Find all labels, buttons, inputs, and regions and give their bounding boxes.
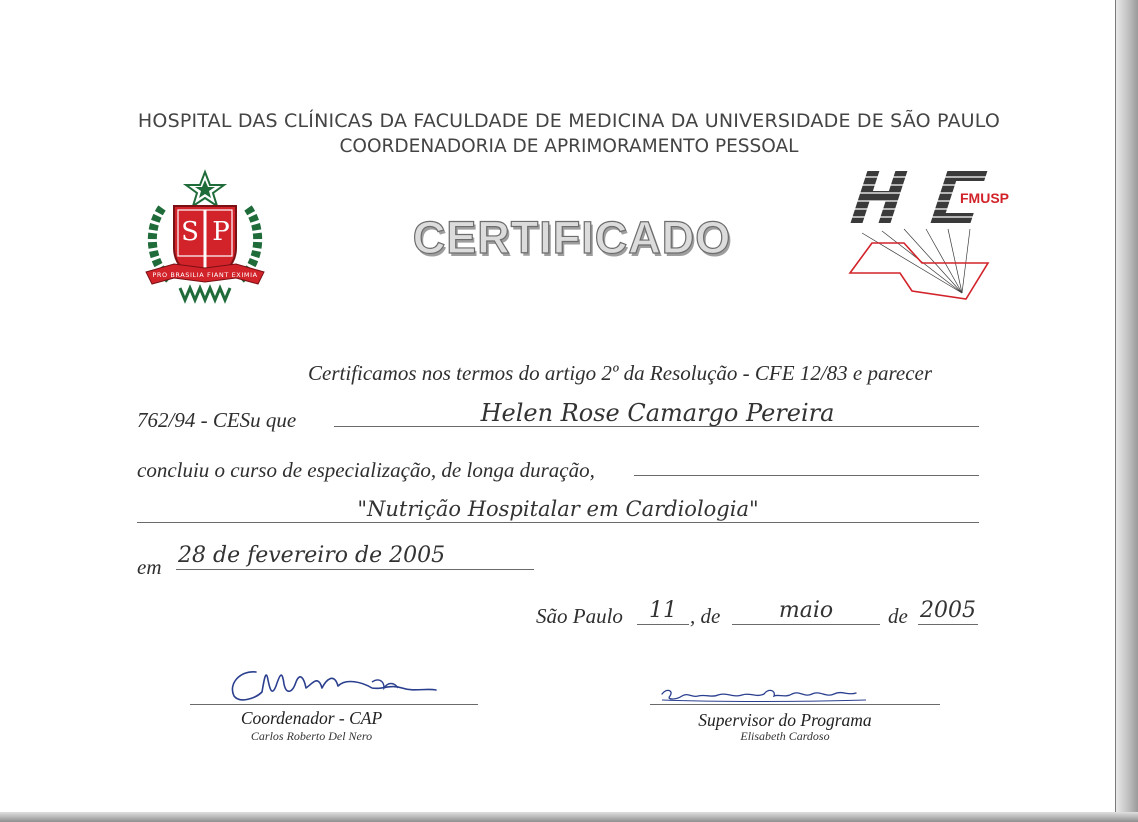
supervisor-signature-line: [650, 704, 940, 705]
institution-name: HOSPITAL DAS CLÍNICAS DA FACULDADE DE MEDICINA DA UNIVERSIDADE DE SÃO PAULO: [137, 110, 1001, 132]
coordinator-name: Carlos Roberto Del Nero: [250, 729, 373, 743]
month-underline: [732, 624, 880, 625]
body-line-3: concluiu o curso de especialização, de longa duração,: [137, 458, 595, 482]
day-underline: [637, 624, 689, 625]
coordinator-signature: [222, 658, 452, 708]
line-3-underline: [634, 475, 979, 476]
certificate-title: CERTIFICADO: [412, 212, 732, 263]
department-name: COORDENADORIA DE APRIMORAMENTO PESSOAL: [339, 136, 799, 157]
recipient-name: Helen Rose Camargo Pereira: [480, 399, 835, 427]
seal-letter-p: P: [212, 217, 230, 247]
supervisor-signature: [656, 680, 876, 710]
body-line-2-prefix: 762/94 - CESu que: [137, 408, 297, 432]
seal-letter-s: S: [181, 217, 199, 247]
scan-edge-bottom: [0, 812, 1138, 822]
em-label: em: [137, 555, 162, 579]
date-separator-1: , de: [690, 604, 721, 628]
course-name: "Nutrição Hospitalar em Cardiologia": [357, 497, 759, 521]
date-separator-2: de: [888, 604, 908, 628]
city: São Paulo: [536, 604, 623, 628]
coordinator-signature-line: [190, 704, 478, 705]
hc-fmusp-logo: [842, 163, 1009, 308]
body-line-1: Certificamos nos termos do artigo 2º da Resolução - CFE 12/83 e parecer: [308, 361, 933, 385]
day: 11: [649, 598, 677, 623]
year: 2005: [920, 598, 976, 623]
month: maio: [778, 598, 834, 623]
year-underline: [918, 624, 978, 625]
date-underline: [176, 569, 534, 570]
supervisor-title: Supervisor do Programa: [698, 710, 872, 730]
svg-text:PRO BRASILIA FIANT EXIMIA: PRO BRASILIA FIANT EXIMIA: [152, 271, 258, 279]
coordinator-title: Coordenador - CAP: [240, 708, 383, 728]
hc-logo-label: FMUSP: [960, 190, 1009, 206]
completion-date: 28 de fevereiro de 2005: [178, 543, 446, 568]
supervisor-name: Elisabeth Cardoso: [740, 729, 830, 743]
course-underline: [137, 522, 979, 523]
sao-paulo-coat-of-arms-seal: [140, 168, 270, 308]
